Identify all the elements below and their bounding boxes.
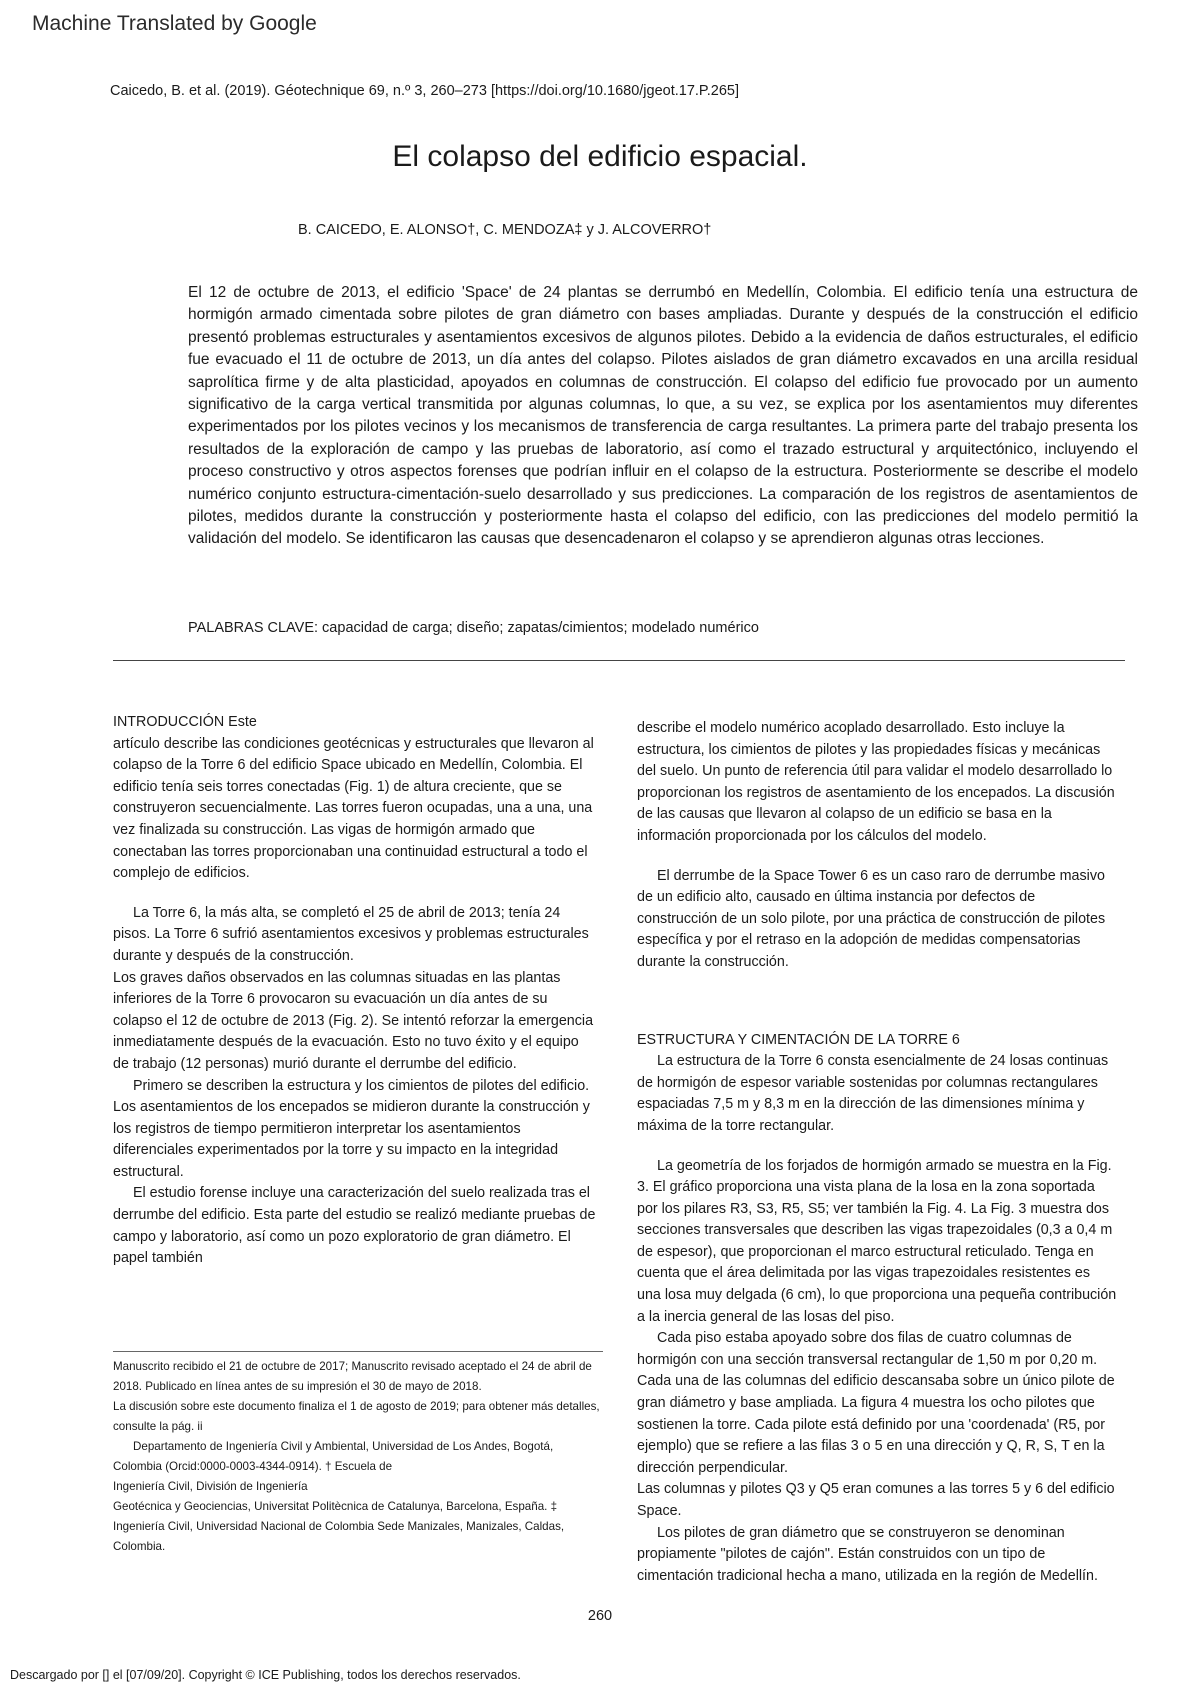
paragraph: Cada piso estaba apoyado sobre dos filas de cuatro columnas de hormigón con una sección transversal rectangular de 1,50 m por 0,20 m. Cada una de las columnas del edificio descansaba sobre un único pilote de gran diámetro y base ampliada. La figura 4 muestra los ocho pilotes que sostienen la torre. Cada pilote está definido por una 'coordenada' (R5, por ejemplo) que se refiere a las filas 3 o 5 en una dirección y Q, R, S, T en la dirección perpendicular. — [637, 1330, 1115, 1476]
footnote-affiliation: Departamento de Ingeniería Civil y Ambiental, Universidad de Los Andes, Bogotá, Colombia (Orcid:0000-0003-4344-0914). † Escuela de — [113, 1440, 554, 1473]
author-list: B. CAICEDO, E. ALONSO†, C. MENDOZA‡ y J. ALCOVERRO† — [298, 222, 712, 238]
section-heading-structure: ESTRUCTURA Y CIMENTACIÓN DE LA TORRE 6 — [637, 1031, 960, 1048]
footnotes — [113, 1357, 605, 1557]
paragraph: artículo describe las condiciones geotécnicas y estructurales que llevaron al colapso de la Torre 6 del edificio Space ubicado en Medellín, Colombia. El edificio tenía seis torres conectadas (Fig. 1) de altura creciente, que se construyeron secuencialmente. Las torres fueron ocupadas, una a una, una vez finalizada su construcción. Las vigas de hormigón armado que conectaban las torres proporcionaban una continuidad estructural a todo el complejo de edificios. — [113, 735, 594, 882]
paragraph: describe el modelo numérico acoplado desarrollado. Esto incluye la estructura, los cimientos de pilotes y las propiedades físicas y mecánicas del suelo. Un punto de referencia útil para validar el modelo desarrollado lo proporcionan los registros de asentamiento de los encepados. La discusión de las causas que llevaron al colapso de un edificio se basa en la información proporcionada por los cálculos del modelo. — [637, 720, 1115, 844]
keywords — [188, 620, 759, 636]
page-number: 260 — [587, 1608, 613, 1624]
download-notice: Descargado por [] el [07/09/20]. Copyright © ICE Publishing, todos los derechos reservados. — [10, 1668, 521, 1682]
paragraph: La estructura de la Torre 6 consta esencialmente de 24 losas continuas de hormigón de espesor variable sostenidas por columnas rectangulares espaciadas 7,5 m y 8,3 m en la dirección de las dimensiones mínima y máxima de la torre rectangular. — [637, 1053, 1109, 1134]
section-heading-introduction: INTRODUCCIÓN Este — [113, 714, 257, 730]
abstract: El 12 de octubre de 2013, el edificio 'Space' de 24 plantas se derrumbó en Medellín, Colombia. El edificio tenía una estructura de hormigón armado cimentada sobre pilotes de gran diámetro con bases ampliadas. Durante y después de la construcción el edificio presentó problemas estructurales y asentamientos excesivos de algunos pilotes. Debido a la evidencia de daños estructurales, el edificio fue evacuado el 11 de octubre de 2013, un día antes del colapso. Pilotes aislados de gran diámetro excavados en una arcilla residual saprolítica firme y de alta plasticidad, apoyados en columnas de construcción. El colapso del edificio fue provocado por un aumento significativo de la carga vertical transmitida por algunas columnas, lo que, a su vez, se explica por los asentamientos muy diferentes experimentados por los pilotes vecinos y los mecanismos de transferencia de carga resultantes. La primera parte del trabajo presenta los resultados de la exploración de campo y las pruebas de laboratorio, así como el trazado estructural y arquitectónico, incluyendo el proceso constructivo y otros aspectos forenses que podrían influir en el colapso de la estructura. Posteriormente se describe el modelo numérico conjunto estructura-cimentación-suelo desarrollado y sus predicciones. La comparación de los registros de asentamientos de pilotes, medidos durante la construcción y posteriormente hasta el colapso del edificio, con las predicciones del modelo permitió la validación del modelo. Se identificaron las causas que desencadenaron el colapso y se aprendieron algunas otras lecciones. — [188, 284, 1138, 548]
paragraph: La Torre 6, la más alta, se completó el 25 de abril de 2013; tenía 24 pisos. La Torre 6 sufrió asentamientos excesivos y problemas estructurales durante y después de la construcción. — [113, 904, 589, 964]
keywords-label: PALABRAS CLAVE: — [188, 620, 319, 636]
citation-line: Caicedo, B. et al. (2019). Géotechnique 69, n.º 3, 260–273 [https://doi.org/10.1680/jgeot.17.P.265] — [110, 83, 739, 99]
paper-title: El colapso del edificio espacial. — [392, 140, 808, 173]
footnote-divider — [113, 1351, 603, 1352]
footnote-affiliation: Ingeniería Civil, División de Ingeniería — [113, 1480, 308, 1493]
left-column — [113, 712, 598, 1270]
paragraph: El estudio forense incluye una caracterización del suelo realizada tras el derrumbe del edificio. Esta parte del estudio se realizó mediante pruebas de campo y laboratorio, así como un pozo exploratorio de gran diámetro. El papel también — [113, 1185, 596, 1267]
abstract-divider — [113, 660, 1125, 661]
footnote-discussion: La discusión sobre este documento finaliza el 1 de agosto de 2019; para obtener más detalles, consulte la pág. ii — [113, 1400, 600, 1433]
paragraph: Las columnas y pilotes Q3 y Q5 eran comunes a las torres 5 y 6 del edificio Space. — [637, 1481, 1115, 1519]
footnote-affiliation: Geotécnica y Geociencias, Universitat Politècnica de Catalunya, Barcelona, España. ‡ Ingeniería Civil, Universidad Nacional de Colombia Sede Manizales, Manizales, Caldas, Colombia. — [113, 1500, 565, 1553]
paragraph: Primero se describen la estructura y los cimientos de pilotes del edificio. Los asentamientos de los encepados se midieron durante la construcción y los registros de tiempo permitieron interpretar los asentamientos diferenciales experimentados por la torre y su impacto en la integridad estructural. — [113, 1077, 590, 1180]
paragraph: Los graves daños observados en las columnas situadas en las plantas inferiores de la Torre 6 provocaron su evacuación un día antes de su colapso el 12 de octubre de 2013 (Fig. 2). Se intentó reforzar la emergencia inmediatamente después de la evacuación. Esto no tuvo éxito y el equipo de trabajo (12 personas) murió durante el derrumbe del edificio. — [113, 969, 594, 1072]
right-column — [637, 718, 1117, 1587]
keywords-text: capacidad de carga; diseño; zapatas/cimientos; modelado numérico — [318, 620, 759, 636]
paragraph: Los pilotes de gran diámetro que se construyeron se denominan propiamente "pilotes de cajón". Están construidos con un tipo de cimentación tradicional hecha a mano, utilizada en la región de Medellín. — [637, 1524, 1098, 1584]
translation-banner: Machine Translated by Google — [32, 12, 317, 35]
paragraph: El derrumbe de la Space Tower 6 es un caso raro de derrumbe masivo de un edificio alto, causado en última instancia por defectos de construcción de un solo pilote, por una práctica de construcción de pilotes específica y por el retraso en la adopción de medidas compensatorias durante la construcción. — [637, 867, 1106, 970]
paragraph: La geometría de los forjados de hormigón armado se muestra en la Fig. 3. El gráfico proporciona una vista plana de la losa en la zona soportada por los pilares R3, S3, R5, S5; ver también la Fig. 4. La Fig. 3 muestra dos secciones transversales que describen las vigas trapezoidales (0,3 a 0,4 m de espesor), que proporcionan el marco estructural reticulado. Tenga en cuenta que el área delimitada por las vigas trapezoidales resistentes es una losa muy delgada (6 cm), lo que proporciona una pequeña contribución a la inercia general de las losas del piso. — [637, 1157, 1117, 1325]
footnote-received: Manuscrito recibido el 21 de octubre de 2017; Manuscrito revisado aceptado el 24 de abril de 2018. Publicado en línea antes de su impresión el 30 de mayo de 2018. — [113, 1360, 592, 1393]
